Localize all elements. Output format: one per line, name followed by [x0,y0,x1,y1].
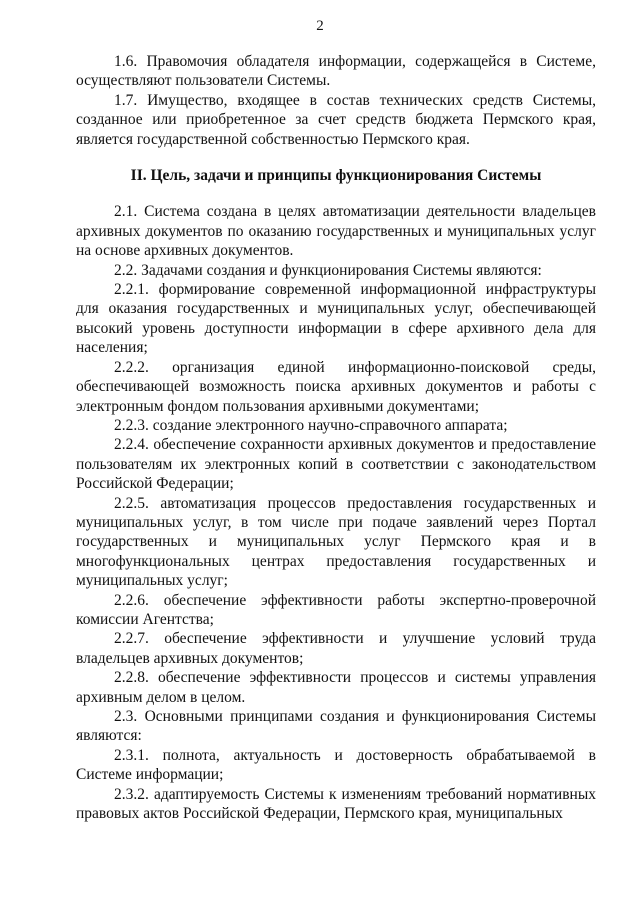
document-body [76,52,596,823]
paragraph-2-3-1: 2.3.1. полнота, актуальность и достоверность обрабатываемой в Системе информации; [76,746,596,784]
paragraph-2-2-3: 2.2.3. создание электронного научно-справочного аппарата; [114,416,508,434]
paragraph-2-3-2: 2.3.2. адаптируемость Системы к изменениям требований нормативных правовых актов Российской Федерации, Пермского края, муниципальных [76,785,596,823]
paragraph-2-2-6: 2.2.6. обеспечение эффективности работы экспертно-проверочной комиссии Агентства; [76,591,596,628]
paragraph-2-2-8: 2.2.8. обеспечение эффективности процессов и системы управления архивным делом в целом. [76,669,596,706]
paragraph-2-2-4: 2.2.4. обеспечение сохранности архивных документов и предоставление пользователям их электронных копий в соответствии с законодательством Российской Федерации; [76,436,596,493]
paragraph-2-2-5: 2.2.5. автоматизация процессов предоставления государственных и муниципальных услуг, в том числе при подаче заявлений через Портал государственных и муниципальных услуг Пермского края и в многофункциональных центрах предоставления государственных и муниципальных услуг; [76,494,596,590]
paragraph-1-6: 1.6. Правомочия обладателя информации, содержащейся в Системе, осуществляют пользователи Системы. [76,53,596,90]
paragraph-1-7: 1.7. Имущество, входящее в состав технических средств Системы, созданное или приобретенное за счет средств бюджета Пермского края, является государственной собственностью Пермского края. [76,91,596,148]
paragraph-2-2-2: 2.2.2. организация единой информационно-поисковой среды, обеспечивающей возможность поиска архивных документов и работы с электронным фондом пользования архивными документами; [76,358,596,415]
page-number: 2 [316,18,324,34]
paragraph-2-2-1: 2.2.1. формирование современной информационной инфраструктуры для оказания государственных и муниципальных услуг, обеспечивающей высокий уровень доступности информации в сфере архивного дела для населения; [76,281,596,357]
paragraph-2-2-7: 2.2.7. обеспечение эффективности и улучшение условий труда владельцев архивных документов; [76,630,596,667]
section-heading: II. Цель, задачи и принципы функционирования Системы [130,167,542,185]
paragraph-2-3: 2.3. Основными принципами создания и функционирования Системы являются: [76,708,596,745]
paragraph-2-2: 2.2. Задачами создания и функционирования Системы являются: [114,261,542,279]
paragraph-2-1: 2.1. Система создана в целях автоматизации деятельности владельцев архивных документов по оказанию государственных и муниципальных услуг на основе архивных документов. [76,203,596,260]
